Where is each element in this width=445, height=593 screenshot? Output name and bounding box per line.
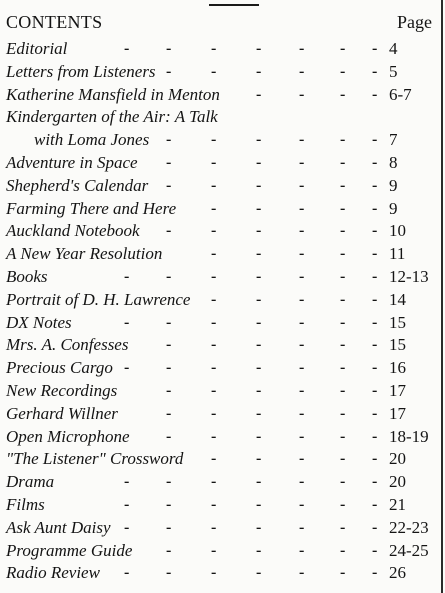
toc-entry — [6, 84, 436, 107]
contents-header — [6, 12, 436, 36]
leader-dashes: - - - - - - — [166, 153, 378, 171]
toc-entry-title: New Recordings — [6, 380, 118, 400]
toc-entry — [6, 243, 436, 266]
toc-entry — [6, 494, 436, 517]
leader-dashes: - - - - — [256, 85, 378, 103]
leader-dashes: - - - - - - - — [124, 473, 378, 491]
leader-dashes: - - - - - - — [166, 62, 378, 80]
toc-entry-title: DX Notes — [6, 312, 72, 332]
toc-entry — [6, 517, 436, 540]
toc-entry — [6, 152, 436, 175]
toc-entry-title: Precious Cargo — [6, 358, 113, 378]
toc-entry-page: 26 — [389, 563, 406, 583]
toc-entry — [6, 403, 436, 426]
toc-entry-title: Drama — [6, 472, 55, 492]
toc-entry-title: Auckland Notebook — [6, 221, 140, 241]
toc-entry — [6, 129, 436, 152]
leader-dashes: - - - - - - - — [124, 267, 378, 285]
toc-entry-title: Kindergarten of the Air: A Talk — [6, 107, 218, 127]
toc-entry — [6, 198, 436, 221]
toc-entry-title: Shepherd's Calendar — [6, 175, 149, 195]
toc-entry-page: 5 — [389, 61, 398, 81]
toc-entry-title: Katherine Mansfield in Menton — [6, 84, 220, 104]
leader-dashes: - - - - - — [211, 245, 378, 263]
leader-dashes: - - - - - - - — [124, 495, 378, 513]
toc-entry-title: Editorial — [6, 39, 68, 58]
leader-dashes: - - - - - - — [166, 131, 378, 149]
contents-list — [6, 38, 436, 585]
toc-entry-title: Adventure in Space — [6, 152, 138, 172]
toc-entry — [6, 289, 436, 312]
leader-dashes: - - - - - - - — [124, 40, 378, 57]
top-rule — [209, 4, 259, 6]
toc-entry-title: Gerhard Willner — [6, 403, 118, 423]
leader-dashes: - - - - - - — [166, 541, 378, 559]
toc-entry-page: 4 — [389, 39, 398, 58]
leader-dashes: - - - - - — [211, 450, 378, 468]
toc-entry-page: 15 — [389, 335, 406, 355]
toc-entry-title: Portrait of D. H. Lawrence — [6, 289, 191, 309]
toc-entry — [6, 471, 436, 494]
toc-entry-title: "The Listener" Crossword — [6, 449, 184, 469]
toc-entry — [6, 562, 436, 585]
toc-entry-page: 8 — [389, 152, 398, 172]
toc-entry — [6, 334, 436, 357]
column-rule — [441, 0, 443, 593]
toc-entry-page: 6-7 — [389, 84, 412, 104]
leader-dashes: - - - - - - — [166, 381, 378, 399]
toc-entry-title: Open Microphone — [6, 426, 130, 446]
toc-entry-title: Radio Review — [6, 563, 100, 583]
toc-entry — [6, 380, 436, 403]
toc-entry-title: Farming There and Here — [6, 198, 177, 218]
toc-entry-page: 9 — [389, 175, 398, 195]
toc-entry-title: Films — [6, 494, 45, 514]
toc-entry-page: 12-13 — [389, 266, 429, 286]
toc-entry — [6, 312, 436, 335]
toc-entry-page: 18-19 — [389, 426, 429, 446]
toc-entry-page: 11 — [389, 244, 406, 264]
toc-entry — [6, 38, 436, 61]
toc-entry-page: 15 — [389, 312, 406, 332]
contents-title: CONTENTS — [6, 12, 103, 32]
leader-dashes: - - - - - - — [166, 222, 378, 240]
toc-entry — [6, 106, 436, 129]
toc-entry — [6, 266, 436, 289]
leader-dashes: - - - - - - - — [124, 359, 378, 377]
toc-entry-page: 21 — [389, 494, 406, 514]
toc-entry-title: Mrs. A. Confesses — [6, 335, 129, 355]
toc-entry-page: 10 — [389, 221, 406, 241]
toc-entry-title: Ask Aunt Daisy — [6, 517, 111, 537]
leader-dashes: - - - - - - — [166, 427, 378, 445]
toc-entry-title: Books — [6, 266, 48, 286]
toc-entry-page: 17 — [389, 403, 406, 423]
toc-entry — [6, 61, 436, 84]
toc-entry-title: Programme Guide — [6, 540, 133, 560]
leader-dashes: - - - - - - — [166, 404, 378, 422]
toc-entry-page: 9 — [389, 198, 398, 218]
toc-entry-title: Letters from Listeners — [6, 61, 156, 81]
toc-entry-page: 20 — [389, 472, 406, 492]
leader-dashes: - - - - - — [211, 290, 378, 308]
leader-dashes: - - - - - - — [166, 176, 378, 194]
toc-entry-page: 7 — [389, 130, 398, 150]
toc-entry — [6, 426, 436, 449]
toc-entry-page: 17 — [389, 380, 406, 400]
toc-entry-page: 20 — [389, 449, 406, 469]
toc-entry-page: 14 — [389, 289, 406, 309]
leader-dashes: - - - - - - — [166, 336, 378, 354]
leader-dashes: - - - - - — [211, 199, 378, 217]
toc-entry — [6, 220, 436, 243]
leader-dashes: - - - - - - - — [124, 564, 378, 582]
toc-entry — [6, 175, 436, 198]
toc-entry-title: A New Year Resolution — [6, 244, 163, 264]
toc-entry — [6, 448, 436, 471]
toc-entry-page: 24-25 — [389, 540, 429, 560]
page-column-label: Page — [397, 12, 432, 32]
leader-dashes: - - - - - - - — [124, 313, 378, 331]
toc-entry-page: 22-23 — [389, 517, 429, 537]
leader-dashes: - - - - - - - — [124, 518, 378, 536]
toc-entry — [6, 357, 436, 380]
toc-entry-title: with Loma Jones — [34, 130, 150, 150]
toc-entry-page: 16 — [389, 358, 406, 378]
toc-entry — [6, 540, 436, 563]
